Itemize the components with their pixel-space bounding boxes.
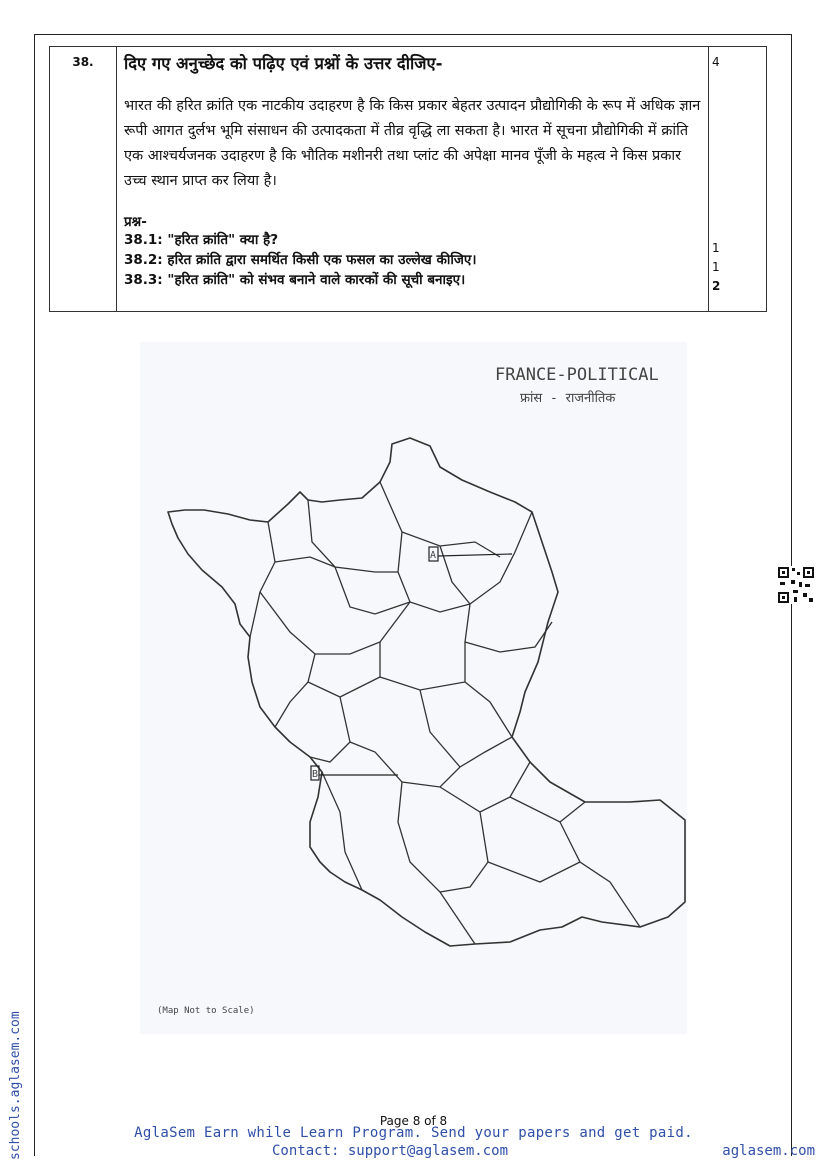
marker-b-label: B <box>312 769 319 780</box>
side-watermark-text: schools.aglasem.com <box>8 1011 23 1160</box>
map-scale-note: (Map Not to Scale) <box>157 1006 255 1016</box>
sub-marks: 1 <box>712 260 720 274</box>
table-column-divider <box>708 47 709 311</box>
marker-a-label: A <box>430 550 437 561</box>
site-link[interactable]: aglasem.com <box>722 1143 815 1159</box>
page-frame-top <box>34 34 792 35</box>
sub-marks: 1 <box>712 241 720 255</box>
question-body <box>124 51 704 290</box>
page-number: Page 8 of 8 <box>379 1114 448 1128</box>
france-map-image <box>140 342 687 1034</box>
question-table <box>49 46 767 312</box>
total-marks: 4 <box>712 55 720 69</box>
subquestion: 38.1: "हरित क्रांति" क्या है? <box>124 232 279 248</box>
table-column-divider <box>116 47 117 311</box>
map-title-hindi: फ्रांस - राजनीतिक <box>520 391 616 406</box>
france-outline <box>168 438 685 946</box>
region-boundaries <box>250 482 640 944</box>
subquestion: 38.3: "हरित क्रांति" को संभव बनाने वाले कारकों की सूची बनाइए। <box>124 272 466 288</box>
question-paragraph: भारत की हरित क्रांति एक नाटकीय उदाहरण है कि किस प्रकार बेहतर उत्पादन प्रौद्योगिकी के रूप में अधिक ज्ञान रूपी आगत दुर्लभ भूमि संसाधन की उत्पादकता में तीव्र वृद्धि ला सकता है। भारत में सूचना प्रौद्योगिकी में क्रांति एक आश्चर्यजनक उदाहरण है कि भौतिक मशीनरी तथा प्लांट की अपेक्षा मानव पूँजी के महत्व ने किस प्रकार उच्च स्थान प्राप्त कर लिया है। <box>124 98 701 189</box>
contact-email-link[interactable]: Contact: support@aglasem.com <box>272 1143 509 1159</box>
france-map-drawing <box>140 342 687 1034</box>
subquestion: 38.2: हरित क्रांति द्वारा समर्थित किसी एक फसल का उल्लेख कीजिए। <box>124 252 477 268</box>
question-heading: दिए गए अनुच्छेद को पढ़िए एवं प्रश्नों के उत्तर दीजिए- <box>124 54 443 73</box>
qr-code-icon[interactable] <box>777 566 815 604</box>
map-title: FRANCE-POLITICAL <box>495 365 659 385</box>
promo-banner[interactable]: AglaSem Earn while Learn Program. Send your papers and get paid. <box>134 1125 693 1141</box>
sub-marks: 2 <box>712 279 721 293</box>
prashn-label: प्रश्न- <box>124 214 147 230</box>
question-number: 38. <box>72 55 94 69</box>
